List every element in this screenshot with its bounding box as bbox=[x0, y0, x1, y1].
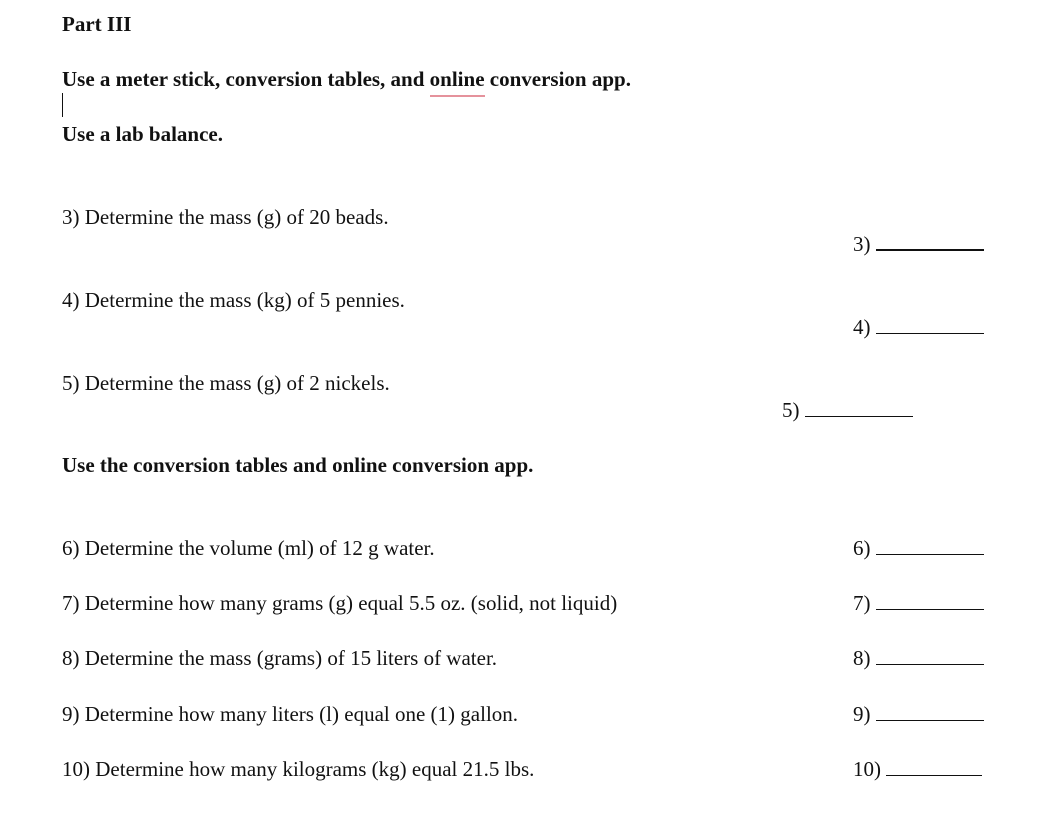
answer-line[interactable] bbox=[876, 553, 984, 555]
answer-line[interactable] bbox=[876, 719, 984, 721]
answer-blank-6[interactable] bbox=[853, 536, 984, 561]
answer-blank-3[interactable] bbox=[853, 232, 984, 257]
question-9: 9) Determine how many liters (l) equal one (1) gallon. bbox=[62, 702, 519, 726]
answer-label: 8) bbox=[853, 646, 871, 670]
answer-label: 4) bbox=[853, 315, 871, 339]
answer-line[interactable] bbox=[805, 415, 913, 417]
instruction-text-after: conversion app. bbox=[484, 67, 631, 91]
question-10: 10) Determine how many kilograms (kg) equal 21.5 lbs. bbox=[62, 757, 535, 781]
answer-label: 3) bbox=[853, 232, 871, 256]
question-5: 5) Determine the mass (g) of 2 nickels. bbox=[62, 371, 390, 395]
answer-label: 5) bbox=[782, 398, 800, 422]
answer-line[interactable] bbox=[876, 248, 984, 251]
answer-label: 7) bbox=[853, 591, 871, 615]
answer-blank-10[interactable] bbox=[853, 757, 982, 782]
answer-blank-5[interactable] bbox=[782, 398, 913, 423]
question-6: 6) Determine the volume (ml) of 12 g water. bbox=[62, 536, 435, 560]
answer-blank-9[interactable] bbox=[853, 702, 984, 727]
answer-blank-8[interactable] bbox=[853, 646, 984, 671]
instruction-text-before: Use a meter stick, conversion tables, and bbox=[62, 67, 430, 91]
instruction-lab-balance: Use a lab balance. bbox=[62, 122, 224, 146]
answer-label: 10) bbox=[853, 757, 881, 781]
part-title: Part III bbox=[62, 12, 132, 36]
instruction-conversion-tables: Use the conversion tables and online conversion app. bbox=[62, 453, 534, 477]
answer-line[interactable] bbox=[876, 663, 984, 665]
answer-line[interactable] bbox=[876, 332, 984, 334]
question-8: 8) Determine the mass (grams) of 15 liters of water. bbox=[62, 646, 498, 670]
answer-blank-4[interactable] bbox=[853, 315, 984, 340]
question-3: 3) Determine the mass (g) of 20 beads. bbox=[62, 205, 389, 229]
answer-label: 9) bbox=[853, 702, 871, 726]
question-7: 7) Determine how many grams (g) equal 5.5 oz. (solid, not liquid) bbox=[62, 591, 618, 615]
instruction-meter-stick bbox=[62, 67, 631, 92]
text-cursor bbox=[62, 93, 63, 117]
answer-blank-7[interactable] bbox=[853, 591, 984, 616]
question-4: 4) Determine the mass (kg) of 5 pennies. bbox=[62, 288, 405, 312]
spellcheck-flagged-word[interactable]: online bbox=[429, 67, 485, 91]
answer-line[interactable] bbox=[876, 608, 984, 610]
answer-label: 6) bbox=[853, 536, 871, 560]
answer-line[interactable] bbox=[886, 774, 982, 776]
